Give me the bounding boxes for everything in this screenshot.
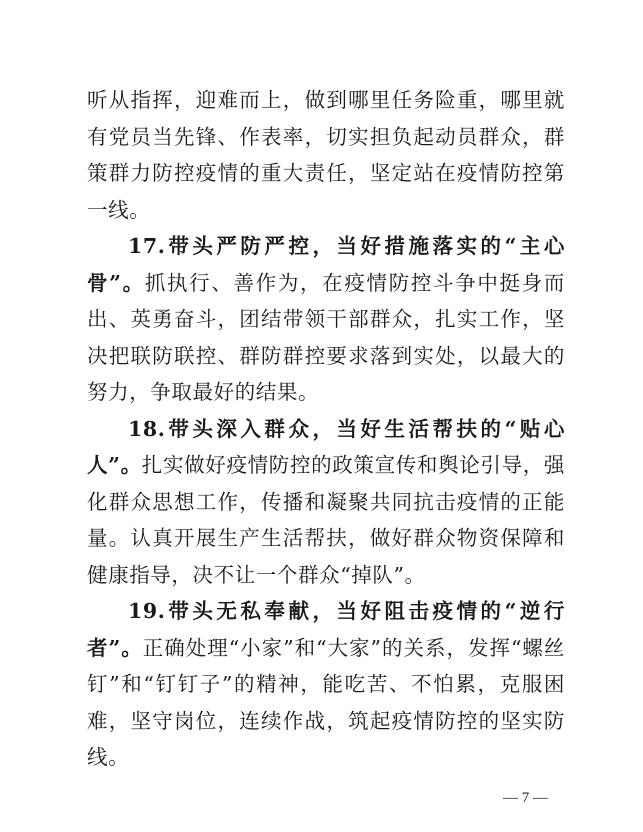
- item-18-heading: 18.带头深入群众，当好生活帮扶的“贴心人”。: [87, 416, 565, 477]
- item-17-heading: 17.带头严防严控，当好措施落实的“主心骨”。: [87, 234, 565, 295]
- item-19-body: 正确处理“小家”和“大家”的关系，发挥“螺丝钉”和“钉钉子”的精神，能吃苦、不怕累，克服困难，坚守岗位，连续作战，筑起疫情防控的坚实防线。: [87, 635, 566, 769]
- item-17-body: 抓执行、善作为，在疫情防控斗争中挺身而出、英勇奋斗，团结带领干部群众，扎实工作，坚决把联防联控、群防群控要求落到实处，以最大的努力，争取最好的结果。: [87, 270, 565, 404]
- page-number: — 7 —: [503, 790, 548, 806]
- intro-paragraph: 听从指挥，迎难而上，做到哪里任务险重，哪里就有党员当先锋、作表率，切实担负起动员群众，群策群力防控疫情的重大责任，坚定站在疫情防控第一线。: [87, 88, 565, 222]
- item-19-heading: 19.带头无私奉献，当好阻击疫情的“逆行者”。: [87, 599, 565, 660]
- item-18-body: 扎实做好疫情防控的政策宣传和舆论引导，强化群众思想工作，传播和凝聚共同抗击疫情的正能量。认真开展生产生活帮扶，做好群众物资保障和健康指导，决不让一个群众“掉队”。: [87, 453, 566, 587]
- item-18-paragraph: [87, 411, 565, 594]
- item-17-paragraph: [87, 228, 565, 411]
- item-19-paragraph: [87, 593, 565, 776]
- document-body: [87, 82, 565, 776]
